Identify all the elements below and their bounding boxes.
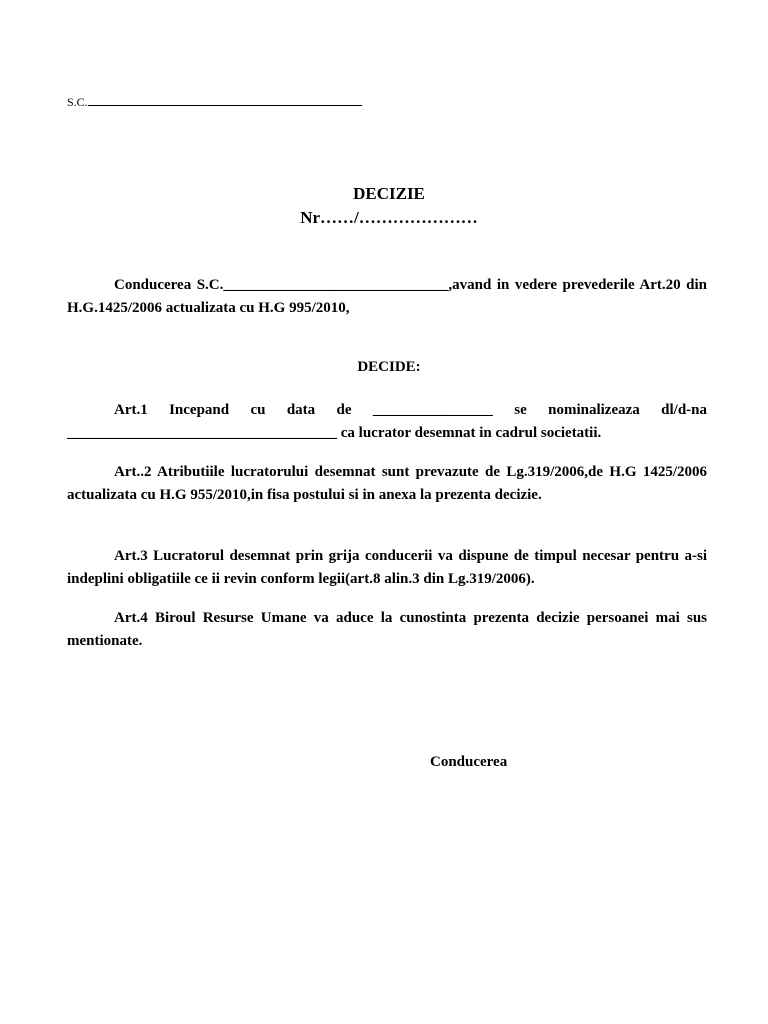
article-1-lead: Art.1 Incepand cu data de ________________ se nominalizeaza dl/d-na [114,402,707,418]
company-header [67,94,362,110]
article-2 [67,461,707,506]
article-3-lead: Art.3 Lucratorul desemnat prin grija conducerii va dispune de timpul necesar [114,548,631,564]
article-3-rest: pentru a-si indeplini obligatiile ce ii revin conform legii(art.8 alin.3 din Lg.319/2006). [67,548,708,587]
signature-label: Conducerea [430,754,508,770]
intro-rest: Art.20 din H.G.1425/2006 actualizata cu H.G 995/2010, [67,277,707,316]
article-4-rest: mai sus mentionate. [67,610,708,649]
article-4-lead: Art.4 Biroul Resurse Umane va aduce la cunostinta prezenta decizie persoanei [114,610,649,626]
company-header-label: S.C. [67,95,88,109]
article-1-rest: ____________________________________ ca lucrator desemnat in cadrul societatii. [67,424,602,441]
company-name-blank [88,94,362,106]
article-2-rest: H.G 1425/2006 actualizata cu H.G 955/2010,in fisa postului si in anexa la prezenta decizie. [67,464,707,503]
document-number: Nr……/………………… [300,208,478,227]
intro-paragraph [67,274,707,319]
article-3 [67,545,707,590]
article-1 [67,399,707,444]
article-2-lead: Art..2 Atributiile lucratorului desemnat sunt prevazute de Lg.319/2006,de [114,464,604,480]
document-title: DECIZIE [353,184,425,203]
intro-lead: Conducerea S.C.______________________________,avand in vedere prevederile [114,277,635,293]
article-4 [67,607,707,652]
decide-heading: DECIDE: [357,359,421,375]
